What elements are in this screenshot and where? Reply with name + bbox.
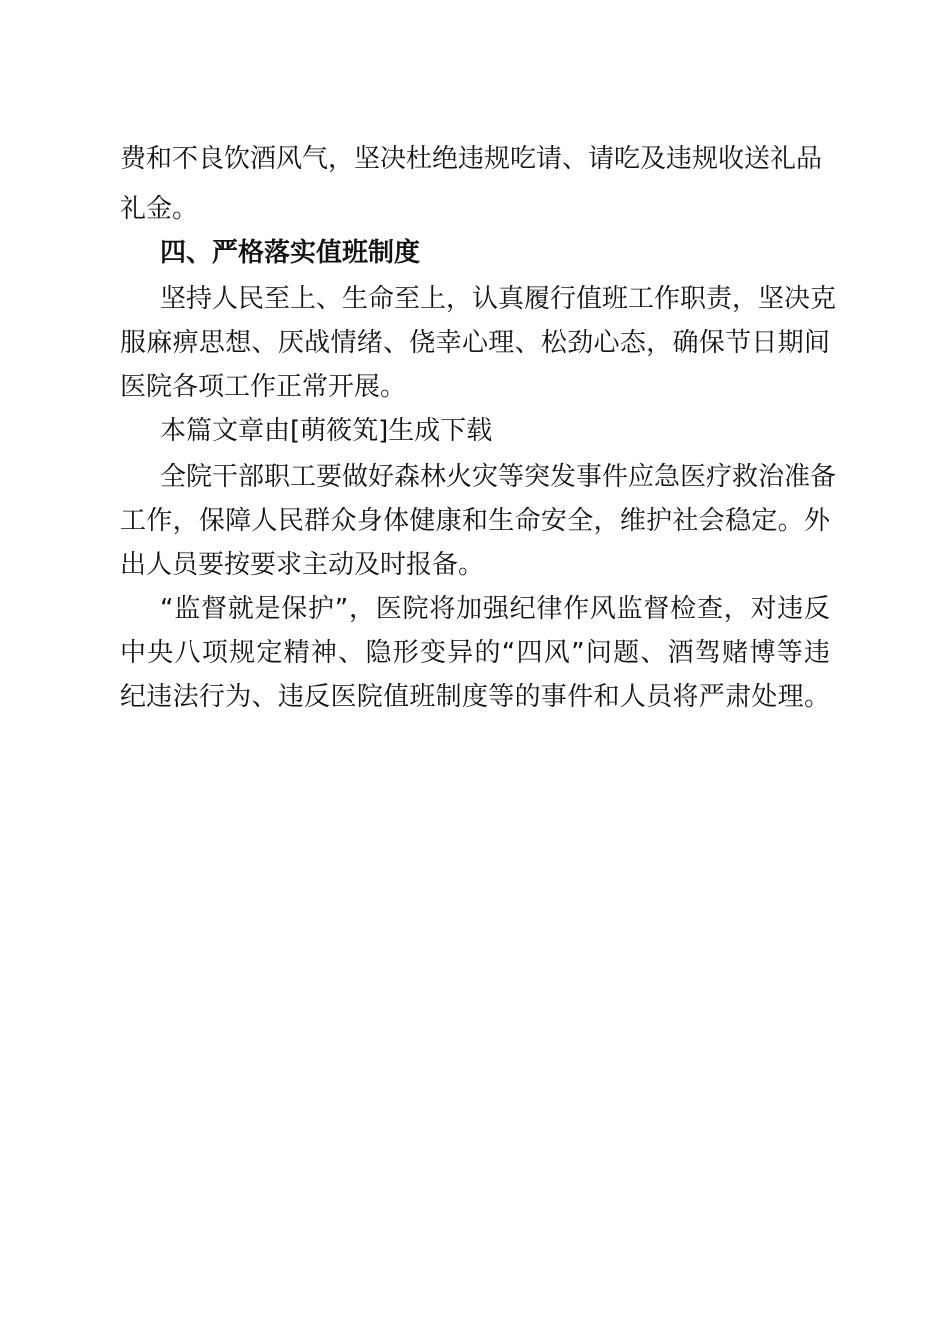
text-line: 纪违法行为、违反医院值班制度等的事件和人员将严肃处理。 — [120, 682, 830, 712]
text-line: 全院干部职工要做好森林火灾等突发事件应急医疗救治准备 — [160, 462, 837, 492]
text-line: 中央八项规定精神、隐形变异的“四风”问题、酒驾赌博等违 — [120, 638, 830, 668]
text-line: 坚持人民至上、生命至上，认真履行值班工作职责，坚决克 — [160, 284, 837, 314]
paragraph: 本篇文章由[萌筱笂]生成下载 — [160, 416, 493, 446]
text-line: 工作，保障人民群众身体健康和生命安全，维护社会稳定。外 — [120, 506, 830, 536]
text-line: 费和不良饮酒风气，坚决杜绝违规吃请、请吃及违规收送礼品 — [120, 144, 823, 174]
text-line: 医院各项工作正常开展。 — [120, 372, 407, 402]
text-line: “监督就是保护”，医院将加强纪律作风监督检查，对违反 — [160, 594, 830, 624]
text-line: 服麻痹思想、厌战情绪、侥幸心理、松劲心态，确保节日期间 — [120, 328, 830, 358]
section-heading: 四、严格落实值班制度 — [160, 238, 421, 268]
text-line: 礼金。 — [120, 194, 199, 224]
text-line: 出人员要按要求主动及时报备。 — [120, 550, 485, 580]
